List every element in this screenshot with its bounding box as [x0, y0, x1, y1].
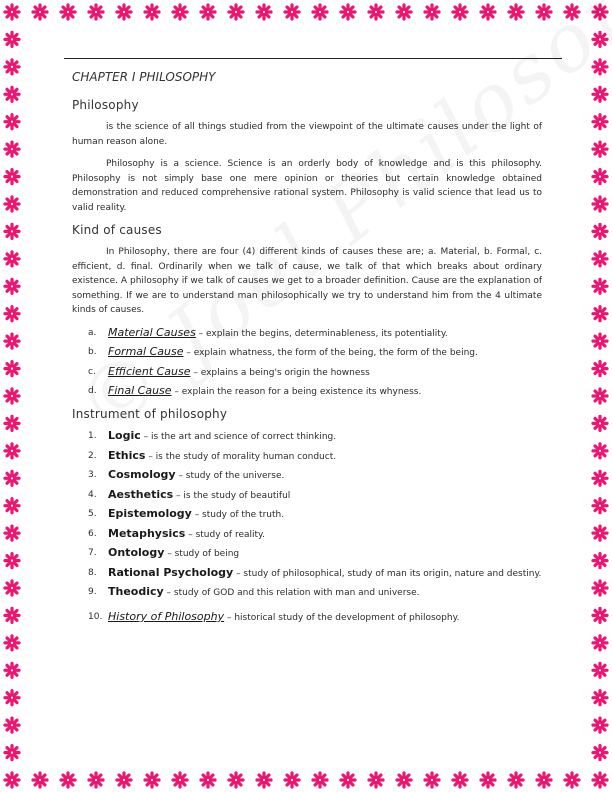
flower-ornament: [593, 581, 607, 595]
cause-description: – explain the begins, determinableness, its potentiality.: [195, 328, 448, 339]
list-marker: 7.: [88, 548, 97, 558]
flower-ornament: [593, 444, 607, 458]
flower-ornament: [5, 691, 19, 705]
flower-ornament: [593, 142, 607, 156]
flower-ornament: [593, 279, 607, 293]
instrument-description: – is the study of beautiful: [173, 490, 291, 501]
flower-ornament: [593, 718, 607, 732]
instrument-description: – historical study of the development of philosophy.: [224, 613, 460, 623]
flower-ornament: [5, 279, 19, 293]
flower-ornament: [593, 773, 607, 787]
flower-ornament: [5, 307, 19, 321]
flower-ornament: [593, 416, 607, 430]
flower-ornament: [313, 5, 327, 19]
flower-ornament: [201, 5, 215, 19]
flower-ornament: [5, 718, 19, 732]
flower-ornament: [425, 5, 439, 19]
flower-ornament: [89, 5, 103, 19]
flower-ornament: [5, 416, 19, 430]
flower-ornament: [593, 691, 607, 705]
flower-ornament: [5, 773, 19, 787]
cause-term: Material Causes: [108, 325, 196, 339]
flower-ornament: [5, 389, 19, 403]
instrument-description: – study of the universe.: [175, 471, 285, 481]
flower-ornament: [61, 5, 75, 19]
list-marker: 9.: [88, 587, 97, 597]
list-marker: 1.: [88, 431, 97, 441]
cause-term: Efficient Cause: [108, 364, 191, 378]
flower-ornament: [565, 773, 579, 787]
flower-ornament: [5, 499, 19, 513]
flower-ornament: [453, 773, 467, 787]
flower-ornament: [481, 773, 495, 787]
list-item: [72, 468, 542, 483]
flower-ornament: [593, 471, 607, 485]
cause-term: Formal Cause: [108, 345, 184, 358]
flower-ornament: [5, 526, 19, 540]
list-item: [72, 365, 542, 380]
causes-heading: Kind of causes: [72, 223, 162, 237]
list-item: [72, 429, 542, 444]
flower-ornament: [5, 663, 19, 677]
flower-ornament: [5, 87, 19, 101]
flower-ornament: [117, 5, 131, 19]
chapter-title: CHAPTER I PHILOSOPHY: [72, 70, 216, 84]
list-marker: d.: [88, 386, 97, 396]
list-item: [72, 527, 542, 542]
instrument-description: – study of being: [164, 549, 240, 559]
instruments-list: [72, 429, 542, 625]
flower-ornament: [593, 197, 607, 211]
instrument-term: Ontology: [108, 546, 165, 559]
flower-ornament: [341, 5, 355, 19]
list-item: [72, 546, 542, 561]
flower-ornament: [593, 87, 607, 101]
flower-ornament: [509, 773, 523, 787]
flower-ornament: [5, 115, 19, 129]
list-item: [72, 566, 542, 581]
list-item: [72, 585, 542, 600]
flower-ornament: [5, 224, 19, 238]
flower-ornament: [593, 526, 607, 540]
flower-ornament: [5, 5, 19, 19]
instrument-term: Theodicy: [108, 585, 164, 598]
flower-ornament: [145, 773, 159, 787]
flower-ornament: [5, 746, 19, 760]
list-marker: 5.: [88, 509, 97, 519]
instrument-term: Logic: [108, 429, 141, 442]
instrument-term: Cosmology: [108, 468, 176, 481]
cause-description: – explain whatness, the form of the being, the form of the being.: [183, 348, 478, 358]
flower-ornament: [145, 5, 159, 19]
flower-ornament: [425, 773, 439, 787]
list-marker: c.: [88, 366, 96, 377]
flower-ornament: [313, 773, 327, 787]
list-marker: a.: [88, 327, 97, 338]
flower-ornament: [33, 5, 47, 19]
instrument-description: – study of philosophical, study of man its origin, nature and destiny.: [233, 568, 542, 579]
philosophy-science-paragraph: Philosophy is a science. Science is an orderly body of knowledge and is this philosophy. Philosophy is not simply base one mere opinion or theories but certain knowledge obtained demonstration and reduced comprehensive rational system. Philosophy is valid science that lead us to valid reality.: [72, 159, 542, 213]
instrument-description: – is the art and science of correct thinking.: [140, 432, 337, 442]
flower-ornament: [593, 115, 607, 129]
list-item: [72, 326, 542, 341]
flower-ornament: [593, 362, 607, 376]
flower-ornament: [5, 581, 19, 595]
list-marker: 3.: [88, 470, 97, 480]
list-marker: 10.: [88, 612, 103, 622]
flower-ornament: [593, 389, 607, 403]
list-item: [72, 449, 542, 464]
list-marker: b.: [88, 347, 97, 357]
instrument-term: Metaphysics: [108, 526, 186, 540]
flower-ornament: [5, 608, 19, 622]
flower-ornament: [229, 773, 243, 787]
flower-ornament: [593, 334, 607, 348]
list-item: [72, 610, 542, 625]
flower-ornament: [5, 142, 19, 156]
flower-ornament: [593, 307, 607, 321]
flower-ornament: [593, 636, 607, 650]
instrument-description: – is the study of morality human conduct.: [145, 451, 337, 462]
flower-ornament: [593, 252, 607, 266]
list-item: [72, 384, 542, 399]
instrument-term: Aesthetics: [108, 487, 174, 501]
flower-ornament: [593, 554, 607, 568]
flower-ornament: [369, 773, 383, 787]
flower-ornament: [593, 499, 607, 513]
philosophy-heading: Philosophy: [72, 98, 139, 112]
flower-ornament: [5, 334, 19, 348]
top-rule: [64, 58, 562, 59]
instrument-term: History of Philosophy: [108, 610, 225, 623]
flower-ornament: [257, 5, 271, 19]
flower-ornament: [509, 5, 523, 19]
list-marker: 4.: [88, 489, 97, 500]
causes-paragraph: In Philosophy, there are four (4) different kinds of causes these are; a. Material, b. Formal, c. efficient, d. final. Ordinarily when we talk of cause, we talk of that which breaks about ordinary existence. A philosophy if we talk of causes we get to a broader definition. Cause are the explanation of something. If we are to understand man philosophically we try to understand him from the 4 ultimate kinds of causes.: [72, 247, 542, 315]
list-marker: 6.: [88, 528, 97, 539]
list-item: [72, 488, 542, 503]
flower-ornament: [33, 773, 47, 787]
flower-ornament: [5, 444, 19, 458]
flower-ornament: [341, 773, 355, 787]
flower-ornament: [285, 5, 299, 19]
flower-ornament: [593, 608, 607, 622]
flower-ornament: [89, 773, 103, 787]
list-item: [72, 507, 542, 522]
instrument-description: – study of GOD and this relation with man and universe.: [163, 588, 420, 598]
flower-ornament: [593, 663, 607, 677]
instrument-term: Rational Psychology: [108, 565, 234, 579]
list-item: [72, 345, 542, 360]
flower-ornament: [173, 5, 187, 19]
flower-ornament: [5, 252, 19, 266]
cause-description: – explain the reason for a being existence its whyness.: [171, 387, 422, 397]
flower-ornament: [5, 197, 19, 211]
flower-ornament: [117, 773, 131, 787]
flower-ornament: [5, 60, 19, 74]
instrument-term: Ethics: [108, 448, 146, 462]
instruments-heading: Instrument of philosophy: [72, 407, 228, 421]
flower-ornament: [5, 362, 19, 376]
flower-ornament: [285, 773, 299, 787]
flower-ornament: [201, 773, 215, 787]
flower-ornament: [5, 471, 19, 485]
flower-ornament: [5, 554, 19, 568]
instrument-description: – study of reality.: [185, 529, 265, 540]
flower-ornament: [5, 170, 19, 184]
cause-description: – explains a being's origin the howness: [190, 367, 370, 378]
list-marker: 8.: [88, 567, 97, 578]
flower-ornament: [5, 636, 19, 650]
instrument-description: – study of the truth.: [191, 510, 285, 520]
list-marker: 2.: [88, 450, 97, 461]
flower-ornament: [593, 170, 607, 184]
flower-ornament: [593, 224, 607, 238]
flower-ornament: [61, 773, 75, 787]
flower-ornament: [257, 773, 271, 787]
philosophy-definition: is the science of all things studied from the viewpoint of the ultimate causes under the light of human reason alone.: [72, 122, 542, 147]
flower-ornament: [5, 32, 19, 46]
flower-ornament: [229, 5, 243, 19]
flower-ornament: [537, 773, 551, 787]
flower-ornament: [453, 5, 467, 19]
flower-ornament: [397, 773, 411, 787]
cause-term: Final Cause: [108, 384, 172, 397]
instrument-term: Epistemology: [108, 507, 192, 520]
flower-ornament: [593, 746, 607, 760]
flower-ornament: [369, 5, 383, 19]
flower-ornament: [397, 5, 411, 19]
flower-ornament: [173, 773, 187, 787]
causes-list: [72, 326, 542, 400]
document-body: [72, 70, 542, 630]
flower-ornament: [481, 5, 495, 19]
